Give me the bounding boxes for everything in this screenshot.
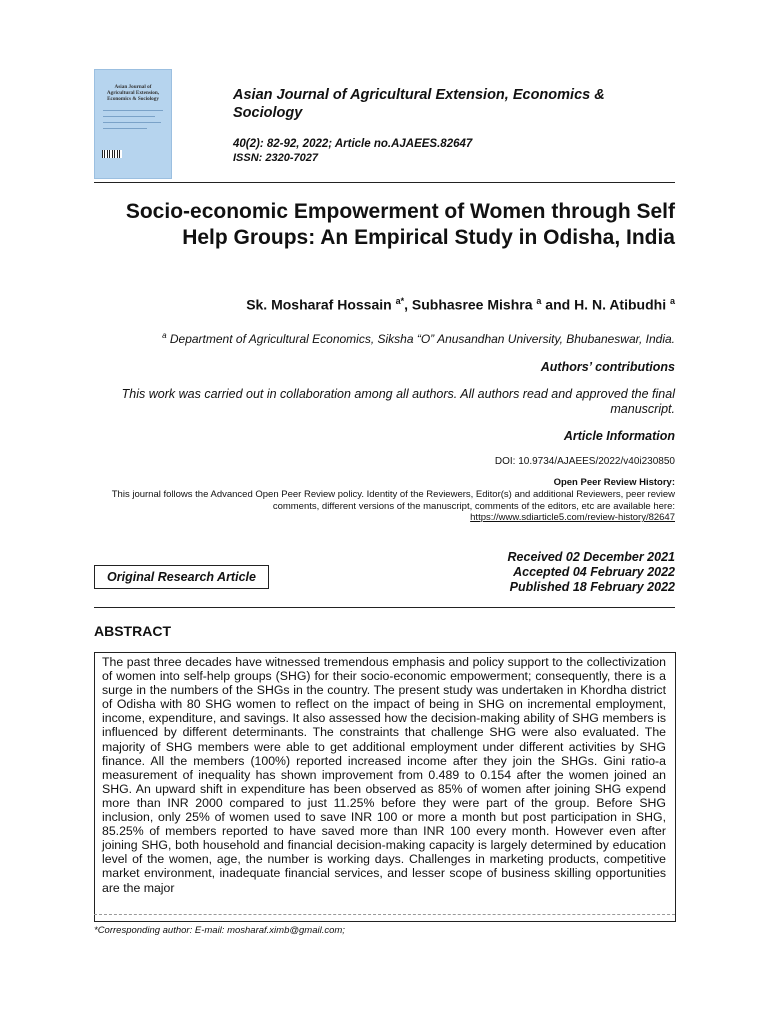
publication-dates — [420, 550, 675, 595]
cover-rule — [103, 116, 155, 117]
abstract-text: The past three decades have witnessed tremendous emphasis and policy support to the collectivization of women into self-help groups (SHG) for their socio-economic empowerment; consequently, there is a surge in the numbers of the SHGs in the country. The present study was undertaken in Khordha district of Odisha with 80 SHG women to reflect on the impact of being in SHG on incremental employment, income, expenditure, and savings. It also assessed how the decision-making ability of SHG members is influenced by different determinants. The constraints that challenge SHG were also evaluated. The majority of SHG members were able to get additional employment under different activities by SHG finance. All the members (100%) reported increased income after they join the SHGs. Gini ratio-a measurement of inequality has shown improvement from 0.489 to 0.154 after the women joined an SHG. An upward shift in expenditure has been observed as 85% of women after joining SHG expend more than INR 2000 compared to just 11.25% before they were part of the group. Before SHG inclusion, only 25% of women used to save INR 100 or more a month but post participation in SHG, 85.25% of members reported to have saved more than INR 100 every month. However even after joining SHG, both household and financial decision-making capacity is largely determined by education level of the women, age, the number is working days. Challenges in marketing products, competitive market environment, inadequate financial services, and lesser scope of business skilling opportunities are the major — [102, 655, 666, 895]
author-name: H. N. Atibudhi — [574, 296, 667, 313]
review-history-text: This journal follows the Advanced Open Peer Review policy. Identity of the Reviewers, Editor(s) and additional Reviewers, peer review comments, different versions of the manuscript, comments of the editors, etc are available here: https://www.sdiarticle5.com/review-history/82647 — [111, 489, 675, 523]
affiliation-mark: a — [162, 331, 167, 340]
journal-cover-image — [94, 69, 172, 179]
cover-barcode — [102, 150, 122, 158]
author-separator: and — [541, 296, 575, 313]
journal-name: Asian Journal of Agricultural Extension, Economics & Sociology — [233, 87, 605, 121]
cover-title: Asian Journal of Agricultural Extension, Economics & Sociology — [106, 84, 160, 102]
affiliation-text: Department of Agricultural Economics, Siksha “O” Anusandhan University, Bhubaneswar, India. — [169, 332, 675, 346]
author-list — [94, 296, 675, 313]
author-name: Sk. Mosharaf Hossain — [246, 296, 392, 313]
footnote-divider — [94, 914, 675, 915]
author-name: Subhasree Mishra — [411, 296, 533, 313]
date-published: Published 18 February 2022 — [509, 580, 675, 594]
contributions-text: This work was carried out in collaboration among all authors. All authors read and approved the final manuscript. — [121, 387, 675, 416]
article-info-heading: Article Information — [563, 429, 675, 443]
abstract-box — [94, 652, 676, 922]
doi: DOI: 10.9734/AJAEES/2022/v40i230850 — [494, 456, 675, 467]
review-history-link[interactable]: https://www.sdiarticle5.com/review-history/82647 — [470, 512, 675, 523]
abstract-heading: ABSTRACT — [94, 623, 171, 639]
cover-rule — [103, 122, 161, 123]
date-accepted: Accepted 04 February 2022 — [513, 565, 675, 579]
author-mark: a — [669, 296, 675, 306]
article-title: Socio-economic Empowerment of Women through Self Help Groups: An Empirical Study in Odisha, India — [125, 200, 675, 249]
cover-rule — [103, 128, 147, 129]
cover-rule — [103, 110, 163, 111]
affiliation — [94, 331, 675, 346]
volume-info: 40(2): 82-92, 2022; Article no.AJAEES.82647 — [233, 138, 473, 150]
corresponding-author: *Corresponding author: E-mail: mosharaf.ximb@gmail.com; — [94, 925, 345, 936]
article-type-badge: Original Research Article — [94, 565, 269, 589]
author-separator: , — [404, 296, 412, 313]
header-divider — [94, 182, 675, 183]
section-divider — [94, 607, 675, 608]
author-mark: a* — [395, 296, 405, 306]
issn: ISSN: 2320-7027 — [233, 152, 318, 164]
date-received: Received 02 December 2021 — [507, 550, 675, 564]
review-history-heading: Open Peer Review History: — [553, 477, 675, 488]
contributions-heading: Authors’ contributions — [540, 360, 675, 374]
author-mark: a — [536, 296, 542, 306]
